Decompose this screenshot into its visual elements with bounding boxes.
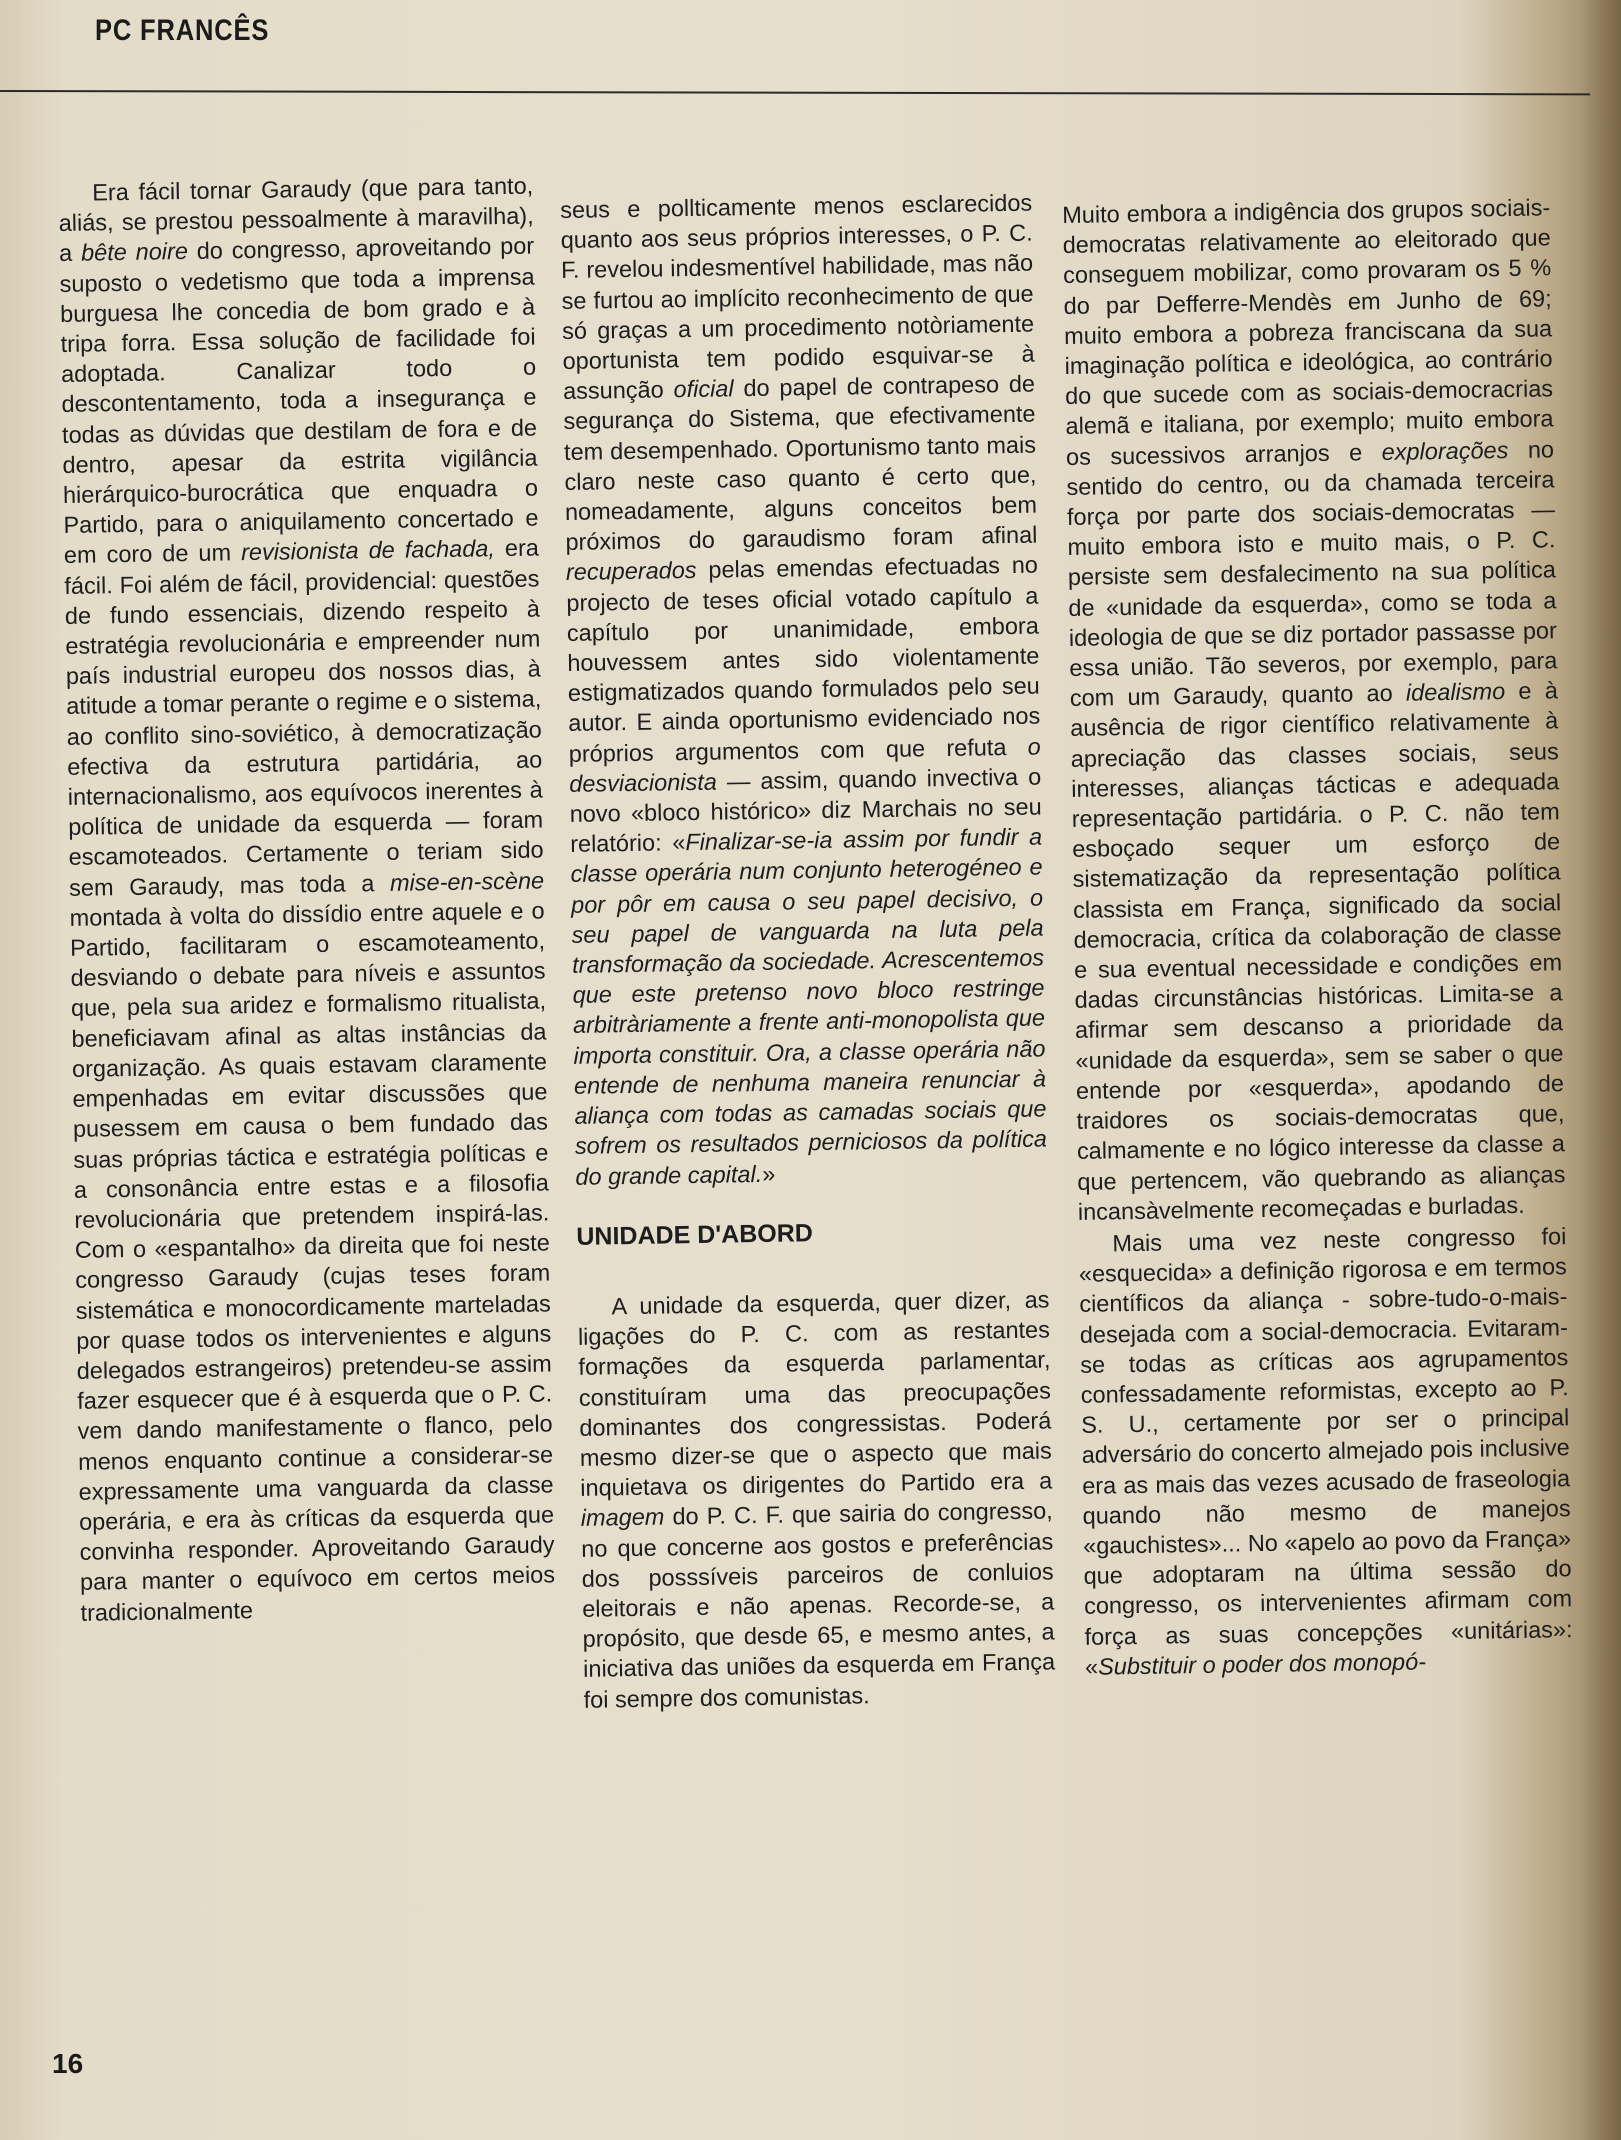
text-column-1 bbox=[58, 171, 556, 1628]
section-label: PC FRANCÊS bbox=[95, 14, 270, 47]
paragraph: Mais uma vez neste congresso foi «esquecida» a definição rigorosa e em termos científicos da aliança - sobre-tudo-o-mais-desejada com a social-democracia. Evitaram-se todas as críticas aos agrupamentos confessadamente reformistas, excepto ao P. S. U., certamente por ser o principal adversário do concerto almejado pois inclusive era as mais das vezes acusado de fraseologia quando não mesmo de manejos «gauchistes»... No «apelo ao povo da França» que adoptaram na última sessão do congresso, os intervenientes afirmam com força as suas concepções «unitárias»: «Substituir o poder dos monopó- bbox=[1078, 1223, 1573, 1680]
binding-shadow bbox=[1581, 0, 1621, 2140]
paragraph: seus e pollticamente menos esclarecidos quanto aos seus próprios interesses, o P. C. F. revelou indesmentível habilidade, mas não se furtou ao implícito reconhecimento de que só graças a um procedimento notòriamente oportunista tem podido esquivar-se à assunção oficial do papel de contrapeso de segurança do Sistema, que efectivamente tem desempenhado. Oportunismo tanto mais claro neste caso quanto é certo que, nomeadamente, alguns conceitos bem próximos do garaudismo foram afinal recuperados pelas emendas efectuadas no projecto de teses oficial votado capítulo a capítulo por unanimidade, embora houvessem antes sido violentamente estigmatizados quando formulados pelo seu autor. E ainda oportunismo evidenciado nos próprios argumentos com que refuta o desviacionista — assim, quando invectiva o novo «bloco histórico» diz Marchais no seu relatório: «Finalizar-se-ia assim por fundir a classe operária num conjunto heterogéneo e por pôr em causa o seu papel decisivo, o seu papel de vanguarda na luta pela transformação da sociedade. Acrescentemos que este pretenso novo bloco restringe arbitràriamente a frente anti-monopolista que importa constituir. Ora, a classe operária não entende de nenhuma maneira renunciar à aliança com todas as camadas sociais que sofrem os resultados perniciosos da política do grande capital.» bbox=[560, 189, 1048, 1190]
text-column-2 bbox=[560, 188, 1056, 1715]
header-divider bbox=[0, 90, 1590, 95]
section-heading: UNIDADE D'ABORD bbox=[576, 1218, 814, 1251]
page-number: 16 bbox=[52, 2048, 84, 2079]
paragraph: Muito embora a indigência dos grupos sociais-democratas relativamente ao eleitorado que conseguem mobilizar, como provaram os 5 % do par Defferre-Mendès em Junho de 69; muito embora a pobreza franciscana da sua imaginação política e ideológica, ao contrário do que sucede com as sociais-democracrias alemã e italiana, por exemplo; muito embora os sucessivos arranjos e explorações no sentido do centro, ou da chamada terceira força por parte dos sociais-democratas — muito embora isto e muito mais, o P. C. persiste sem desfalecimento na sua política de «unidade da esquerda», como se toda a ideologia de que se diz portador passasse por essa união. Tão severos, por exemplo, para com um Garaudy, quanto ao idealismo e à ausência de rigor científico relativamente à apreciação das classes sociais, seus interesses, alianças tácticas e adequada representação partidária. o P. C. não tem esboçado sequer um esforço de sistematização da representação política classista em França, significado da social democracia, crítica da colaboração de classe e sua eventual necessidade e condições em dadas circunstâncias históricas. Limita-se a afirmar sem descanso a prioridade da «unidade da esquerda», sem se saber o que entende por «esquerda», apodando de traidores os sociais-democratas que, calmamente e no lógico interesse da classe a que pertencem, vão quebrando as alianças incansàvelmente recomeçadas e burladas. bbox=[1062, 194, 1566, 1225]
text-column-3 bbox=[1062, 192, 1573, 1681]
paragraph: Era fácil tornar Garaudy (que para tanto, aliás, se prestou pessoalmente à maravilha), a bête noire do congresso, aproveitando por suposto o vedetismo que toda a imprensa burguesa lhe concedia de bom grado e à tripa forra. Essa solução de facilidade foi adoptada. Canalizar todo o descontentamento, toda a insegurança e todas as dúvidas que destilam de fora e de dentro, apesar da estrita vigilância hierárquico-burocrática que enquadra o Partido, para o aniquilamento concertado e em coro de um revisionista de fachada, era fácil. Foi além de fácil, providencial: questões de fundo essenciais, dizendo respeito à estratégia revolucionária e empreender num país industrial europeu dos nossos dias, à atitude a tomar perante o regime e o sistema, ao conflito sino-soviético, à democratização efectiva da estrutura partidária, ao internacionalismo, aos equívocos inerentes à política de unidade da esquerda — foram escamoteados. Certamente o teriam sido sem Garaudy, mas toda a mise-en-scène montada à volta do dissídio entre aquele e o Partido, facilitaram o escamoteamento, desviando o debate para níveis e assuntos que, pela sua aridez e formalismo ritualista, beneficiavam afinal as altas instâncias da organização. As quais estavam claramente empenhadas em evitar discussões que pusessem em causa o bem fundado das suas próprias táctica e estratégia políticas e a consonância entre estas e a filosofia revolucionária que pretendem inspirá-las. Com o «espantalho» da direita que foi neste congresso Garaudy (cujas teses foram sistemática e monocordicamente marteladas por quase todos os intervenientes e alguns delegados estrangeiros) pretendeu-se assim fazer esquecer que é à esquerda que o P. C. vem dando manifestamente o flanco, pelo menos enquanto continue a considerar-se expressamente uma vanguarda da classe operária, e era às críticas da esquerda que convinha responder. Aproveitando Garaudy para manter o equívoco em certos meios tradicionalmente bbox=[58, 172, 556, 1626]
paragraph: A unidade da esquerda, quer dizer, as ligações do P. C. com as restantes formações da esquerda parlamentar, constituíram uma das preocupações dominantes dos congressistas. Poderá mesmo dizer-se que o aspecto que mais inquietava os dirigentes do Partido era a imagem do P. C. F. que sairia do congresso, no que concerne aos gostos e preferências dos posssíveis parceiros de conluios eleitorais e não apenas. Recorde-se, a propósito, que desde 65, e mesmo antes, a iniciativa das uniões da esquerda em França foi sempre dos comunistas. bbox=[577, 1286, 1056, 1713]
